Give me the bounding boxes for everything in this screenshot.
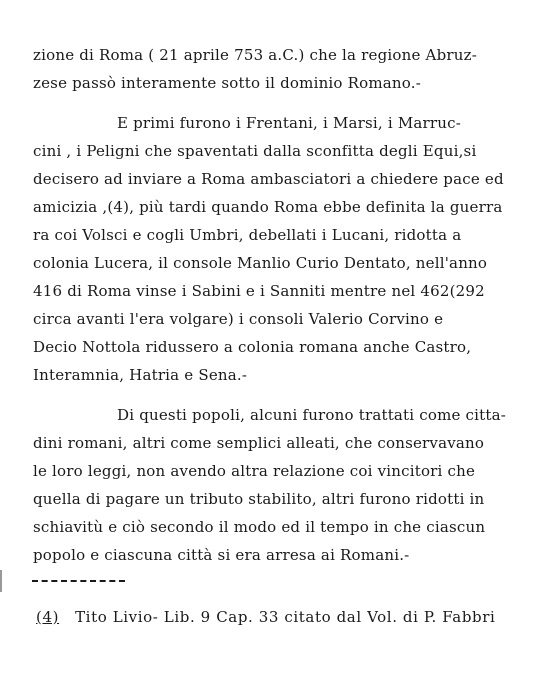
text-line-7: ra coi Volsci e cogli Umbri, debellati i Lucani, ridotta a [33, 226, 462, 244]
text-line-13: Di questi popoli, alcuni furono trattati come citta- [117, 406, 507, 424]
text-line-8: colonia Lucera, il console Manlio Curio Dentato, nell'anno [33, 254, 488, 272]
text-line-9: 416 di Roma vinse i Sabini e i Sanniti mentre nel 462(292 [33, 282, 485, 300]
text-line-15: le loro leggi, non avendo altra relazione coi vincitori che [33, 462, 476, 480]
text-line-12: Interamnia, Hatria e Sena.- [33, 366, 248, 384]
scan-margin-mark [0, 570, 2, 592]
text-line-14: dini romani, altri come semplici alleati, che conservavano [33, 434, 485, 452]
text-line-18: popolo e ciascuna città si era arresa ai Romani.- [33, 546, 410, 564]
text-line-17: schiavitù e ciò secondo il modo ed il tempo in che ciascun [33, 518, 486, 536]
text-line-3: E primi furono i Frentani, i Marsi, i Marruc- [117, 114, 462, 132]
footnote-separator [32, 580, 125, 582]
text-line-11: Decio Nottola ridussero a colonia romana anche Castro, [33, 338, 472, 356]
text-line-2: zese passò interamente sotto il dominio Romano.- [33, 74, 421, 92]
text-line-10: circa avanti l'era volgare) i consoli Valerio Corvino e [33, 310, 444, 328]
footnote [36, 608, 495, 626]
text-line-16: quella di pagare un tributo stabilito, altri furono ridotti in [33, 490, 485, 508]
text-line-6: amicizia ,(4), più tardi quando Roma ebbe definita la guerra [33, 198, 503, 216]
text-line-4: cini , i Peligni che spaventati dalla sconfitta degli Equi,si [33, 142, 477, 160]
text-line-5: decisero ad inviare a Roma ambasciatori a chiedere pace ed [33, 170, 504, 188]
footnote-number: (4) [36, 608, 60, 626]
footnote-text: Tito Livio- Lib. 9 Cap. 33 citato dal Vol. di P. Fabbri [75, 608, 496, 626]
text-line-1: zione di Roma ( 21 aprile 753 a.C.) che la regione Abruz- [33, 46, 477, 64]
